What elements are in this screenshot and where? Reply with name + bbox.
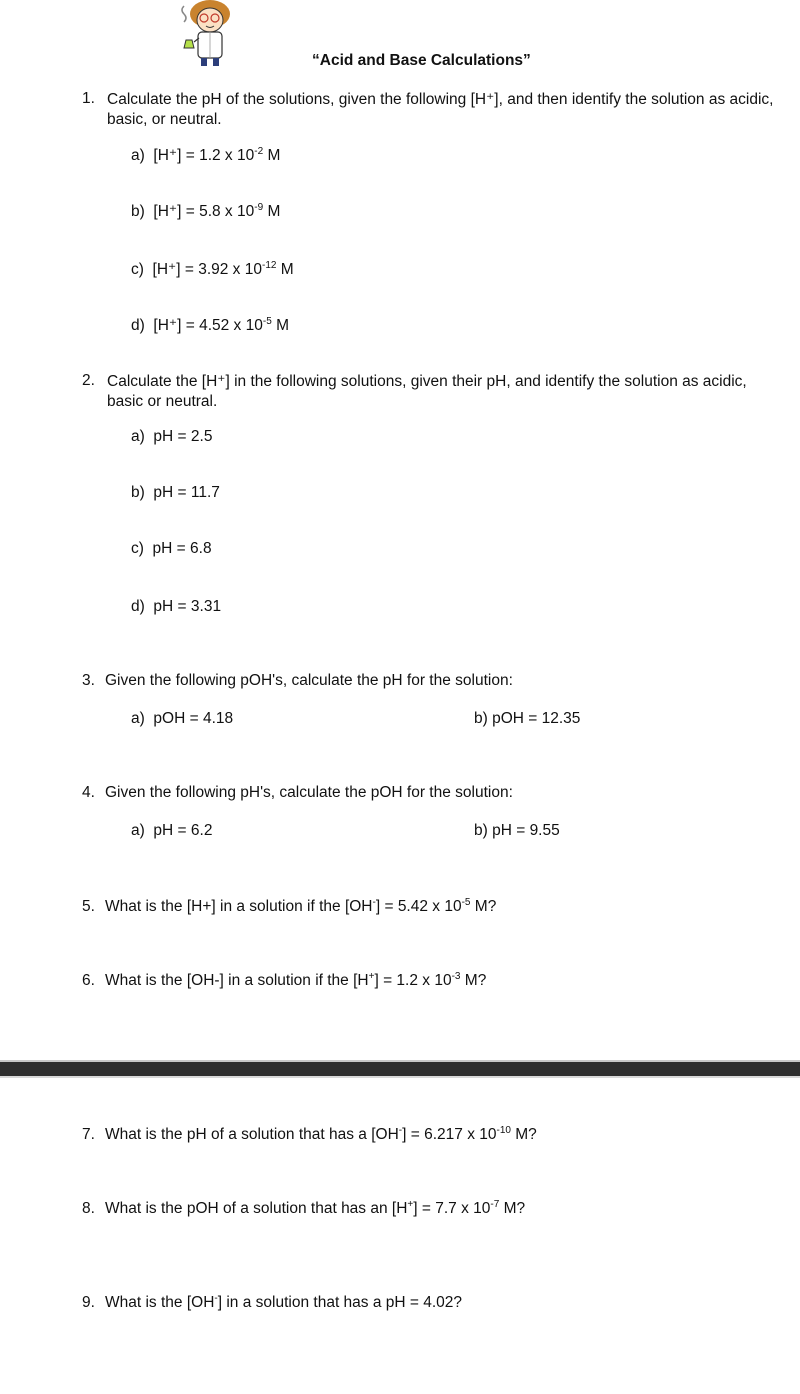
item-unit: M <box>276 261 294 278</box>
item-unit: M <box>263 147 281 164</box>
item-label: c) <box>131 261 144 278</box>
item-text: [H⁺] = 5.8 x 10 <box>153 203 255 220</box>
scientist-illustration <box>178 0 234 70</box>
item-text: [H⁺] = 3.92 x 10 <box>152 261 262 278</box>
question-9-text <box>105 1294 462 1312</box>
item-text: [H⁺] = 1.2 x 10 <box>153 147 255 164</box>
question-2d <box>131 598 221 616</box>
superscript: + <box>368 970 375 982</box>
item-label: c) <box>131 540 144 557</box>
item-label: b) <box>131 203 145 220</box>
question-9-number: 9. <box>82 1294 95 1311</box>
question-7-text <box>105 1126 537 1144</box>
item-label: a) <box>131 428 145 445</box>
item-label: d) <box>131 598 145 615</box>
question-2c <box>131 540 212 558</box>
text-part: ] = 1.2 x 10 <box>374 972 452 989</box>
text-part: What is the [OH-] in a solution if the [H <box>105 972 369 989</box>
text-part: M? <box>499 1200 526 1217</box>
exponent: -7 <box>490 1198 500 1210</box>
exponent: -5 <box>461 896 471 908</box>
item-label: a) <box>131 710 145 727</box>
question-7-number: 7. <box>82 1126 95 1143</box>
item-text: pH = 3.31 <box>153 598 222 615</box>
item-label: b) <box>131 484 145 501</box>
item-text: [H⁺] = 4.52 x 10 <box>153 317 263 334</box>
question-1-text: Calculate the pH of the solutions, given the following [H⁺], and then identify the solution as acidic, basic, or neutral. <box>107 91 774 128</box>
exponent: -2 <box>254 145 264 157</box>
item-label: d) <box>131 317 145 334</box>
text-part: What is the pOH of a solution that has an [H <box>105 1200 408 1217</box>
text-part: ] = 5.42 x 10 <box>375 898 462 915</box>
text-part: ] = 7.7 x 10 <box>413 1200 491 1217</box>
text-part: M? <box>510 1126 537 1143</box>
superscript: - <box>398 1124 403 1136</box>
worksheet-title: “Acid and Base Calculations” <box>312 52 531 69</box>
item-text: pH = 2.5 <box>153 428 213 445</box>
exponent: -12 <box>261 259 277 271</box>
superscript: - <box>372 896 376 908</box>
question-8-text <box>105 1200 525 1218</box>
superscript: - <box>214 1292 218 1304</box>
question-3b: b) pOH = 12.35 <box>474 710 581 727</box>
question-1c <box>131 260 294 279</box>
question-8-number: 8. <box>82 1200 95 1217</box>
item-unit: M <box>263 203 281 220</box>
text-part: M? <box>470 898 497 915</box>
item-text: pH = 11.7 <box>153 484 220 501</box>
text-part: M? <box>460 972 487 989</box>
question-2b <box>131 484 220 502</box>
question-1b <box>131 202 280 221</box>
exponent: -3 <box>451 970 461 982</box>
question-3a <box>131 710 233 728</box>
page-divider-bottom <box>0 1076 800 1078</box>
question-4a <box>131 822 212 840</box>
text-part: What is the [OH <box>105 1294 215 1311</box>
exponent: -10 <box>496 1124 511 1136</box>
item-text: pH = 6.8 <box>152 540 212 557</box>
question-1a <box>131 146 280 165</box>
text-part: What is the pH of a solution that has a [OH <box>105 1126 399 1143</box>
question-3-text: Given the following pOH's, calculate the pH for the solution: <box>105 672 513 689</box>
superscript: + <box>407 1198 414 1210</box>
question-5-text <box>105 898 496 916</box>
question-1-number: 1. <box>82 90 95 107</box>
question-2-number: 2. <box>82 372 95 389</box>
question-4-text: Given the following pH's, calculate the pOH for the solution: <box>105 784 513 801</box>
question-2-text: Calculate the [H⁺] in the following solutions, given their pH, and identify the solution as acidic, basic or neutral. <box>107 373 747 410</box>
text-part: ] in a solution that has a pH = 4.02? <box>217 1294 463 1311</box>
item-label: a) <box>131 147 145 164</box>
text-part: ] = 6.217 x 10 <box>402 1126 497 1143</box>
question-5-number: 5. <box>82 898 95 915</box>
question-2a <box>131 428 212 446</box>
question-6-number: 6. <box>82 972 95 989</box>
item-label: a) <box>131 822 145 839</box>
item-text: pH = 6.2 <box>153 822 213 839</box>
question-6-text <box>105 972 486 990</box>
question-4b: b) pH = 9.55 <box>474 822 560 839</box>
question-4-number: 4. <box>82 784 95 801</box>
page-divider <box>0 1062 800 1076</box>
question-3-number: 3. <box>82 672 95 689</box>
exponent: -9 <box>254 201 264 213</box>
exponent: -5 <box>262 315 272 327</box>
item-unit: M <box>271 317 289 334</box>
text-part: What is the [H+] in a solution if the [OH <box>105 898 373 915</box>
question-1d <box>131 316 289 335</box>
item-text: pOH = 4.18 <box>153 710 234 727</box>
